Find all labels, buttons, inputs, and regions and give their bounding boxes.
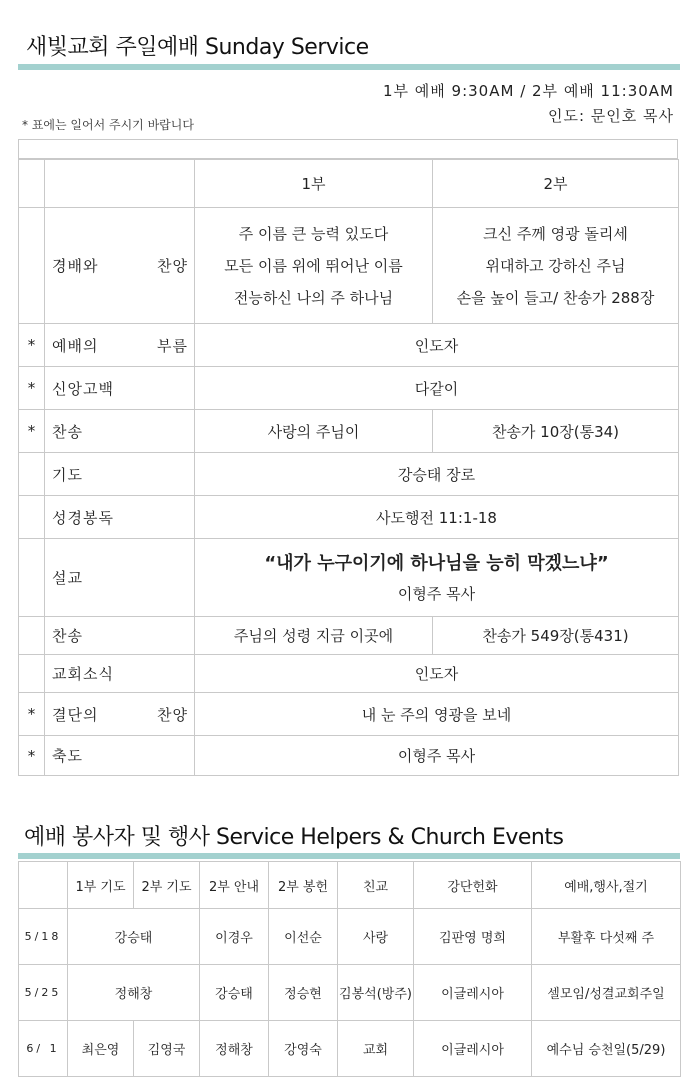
- order-label: 신앙고백: [52, 379, 114, 398]
- fellowship-cell: 교회: [338, 1021, 414, 1077]
- preacher: 이형주 목사: [397, 584, 476, 603]
- prayer-1bu-cell: 최은영: [68, 1021, 134, 1077]
- order-value: 인도자: [195, 655, 679, 693]
- order-label: 축도: [52, 747, 83, 765]
- sermon-cell: [195, 539, 679, 617]
- order-label: 결단의 찬양: [52, 705, 188, 724]
- service-times: 1부 예배 9:30AM / 2부 예배 11:30AM: [382, 82, 674, 100]
- table-spacer-row: [18, 139, 678, 159]
- order-row-benediction: [19, 736, 679, 776]
- title-underline: [18, 64, 680, 70]
- stand-mark: [19, 617, 45, 655]
- hymn-1bu: 주님의 성령 지금 이곳에: [195, 617, 433, 655]
- order-row-sermon: [19, 539, 679, 617]
- order-row-hymn: [19, 410, 679, 453]
- order-label: 성경봉독: [52, 508, 114, 527]
- column-header: 예배,행사,절기: [532, 862, 681, 909]
- event-cell: 부활후 다섯째 주: [532, 909, 681, 965]
- offering-cell: 이선순: [269, 909, 338, 965]
- prayer-cell: 강승태: [68, 909, 200, 965]
- order-label: 교회소식: [52, 665, 114, 683]
- flowers-cell: 이글레시아: [414, 965, 532, 1021]
- column-header: 1부 기도: [68, 862, 134, 909]
- order-label: 찬송: [52, 627, 83, 645]
- order-value: 인도자: [195, 324, 679, 367]
- date-cell: 5/25: [19, 965, 68, 1021]
- prayer-cell: 정해창: [68, 965, 200, 1021]
- order-row-response-song: [19, 693, 679, 736]
- guide-cell: 강승태: [200, 965, 269, 1021]
- praise-1bu: [195, 208, 433, 324]
- order-row-creed: [19, 367, 679, 410]
- table-row: [19, 909, 681, 965]
- column-header: 2부 안내: [200, 862, 269, 909]
- event-cell: 예수님 승천일(5/29): [532, 1021, 681, 1077]
- guide-cell: 정해창: [200, 1021, 269, 1077]
- helpers-header-row: [19, 862, 681, 909]
- order-row-announcements: [19, 655, 679, 693]
- column-header: 2부 기도: [134, 862, 200, 909]
- flowers-cell: 김판영 명희: [414, 909, 532, 965]
- date-cell: 6/ 1: [19, 1021, 68, 1077]
- guide-cell: 이경우: [200, 909, 269, 965]
- order-value: 내 눈 주의 영광을 보네: [195, 693, 679, 736]
- stand-mark: [19, 655, 45, 693]
- offering-cell: 정승현: [269, 965, 338, 1021]
- order-value: 이형주 목사: [195, 736, 679, 776]
- stand-mark: *: [19, 736, 45, 776]
- fellowship-cell: 사랑: [338, 909, 414, 965]
- col-header-1bu: 1부: [195, 160, 433, 208]
- order-label: 경배와 찬양: [52, 257, 188, 275]
- sermon-title: “내가 누구이기에 하나님을 능히 막겠느냐”: [264, 552, 609, 574]
- praise-song: 전능하신 나의 주 하나님: [233, 288, 394, 307]
- worship-order-table: [18, 159, 679, 776]
- order-label: 예배의 부름: [52, 336, 188, 355]
- table-row: [19, 1021, 681, 1077]
- column-header: [19, 862, 68, 909]
- column-header: 강단헌화: [414, 862, 532, 909]
- order-value: 다같이: [195, 367, 679, 410]
- col-header-2bu: 2부: [433, 160, 679, 208]
- order-value: 강승태 장로: [195, 453, 679, 496]
- stand-mark: *: [19, 410, 45, 453]
- order-label: 찬송: [52, 422, 83, 441]
- hymn-2bu: 찬송가 10장(통34): [433, 410, 679, 453]
- praise-song: 위대하고 강하신 주님: [485, 256, 626, 275]
- title-underline: [18, 853, 680, 859]
- order-header-row: [19, 160, 679, 208]
- praise-song: 손을 높이 들고/ 찬송가 288장: [456, 288, 655, 307]
- order-row-hymn-2: [19, 617, 679, 655]
- stand-mark: [19, 453, 45, 496]
- flowers-cell: 이글레시아: [414, 1021, 532, 1077]
- praise-2bu: [433, 208, 679, 324]
- event-cell: 셀모임/성결교회주일: [532, 965, 681, 1021]
- empty-cell: [19, 160, 45, 208]
- hymn-1bu: 사랑의 주님이: [195, 410, 433, 453]
- praise-song: 모든 이름 위에 뛰어난 이름: [224, 256, 403, 275]
- stand-mark: *: [19, 324, 45, 367]
- helpers-title: 예배 봉사자 및 행사 Service Helpers & Church Events: [24, 825, 564, 850]
- empty-cell: [45, 160, 195, 208]
- date-cell: 5/18: [19, 909, 68, 965]
- table-row: [19, 965, 681, 1021]
- worship-leader: 인도: 문인호 목사: [547, 107, 674, 125]
- helpers-table: [18, 861, 681, 1077]
- stand-mark: [19, 539, 45, 617]
- stand-mark: [19, 496, 45, 539]
- offering-cell: 강영숙: [269, 1021, 338, 1077]
- praise-song: 크신 주께 영광 돌리세: [483, 224, 628, 243]
- stand-mark: [19, 208, 45, 324]
- column-header: 2부 봉헌: [269, 862, 338, 909]
- order-row-prayer: [19, 453, 679, 496]
- order-label: 기도: [52, 465, 83, 484]
- standing-note: * 표에는 일어서 주시기 바랍니다: [22, 118, 194, 132]
- order-row-scripture: [19, 496, 679, 539]
- stand-mark: *: [19, 693, 45, 736]
- order-value: 사도행전 11:1-18: [195, 496, 679, 539]
- column-header: 친교: [338, 862, 414, 909]
- order-label: 설교: [52, 569, 83, 587]
- praise-song: 주 이름 큰 능력 있도다: [238, 224, 389, 243]
- stand-mark: *: [19, 367, 45, 410]
- order-row-praise: [19, 208, 679, 324]
- page-title: 새빛교회 주일예배 Sunday Service: [26, 35, 369, 60]
- fellowship-cell: 김봉석(방주): [338, 965, 414, 1021]
- order-row-call-to-worship: [19, 324, 679, 367]
- hymn-2bu: 찬송가 549장(통431): [433, 617, 679, 655]
- prayer-2bu-cell: 김영국: [134, 1021, 200, 1077]
